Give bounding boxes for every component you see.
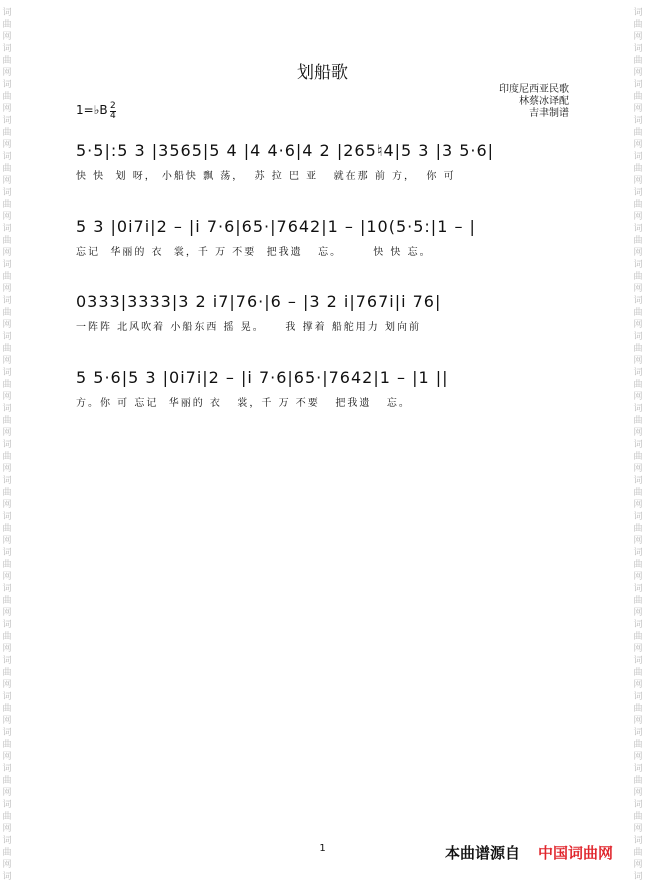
notes-line-4: 5 5·6|5 3 |0i7i|2 – |i 7·6|65·|7642|1 – |1 ||: [76, 368, 449, 387]
watermark-glyph: 网: [2, 428, 12, 438]
meter-top: 2: [110, 101, 116, 111]
watermark-glyph: 网: [2, 572, 12, 582]
watermark-glyph: 曲: [633, 56, 643, 66]
watermark-glyph: 曲: [633, 164, 643, 174]
watermark-glyph: 词: [633, 224, 643, 234]
credits-block: [499, 84, 569, 120]
watermark-glyph: 词: [2, 296, 12, 306]
watermark-glyph: 词: [2, 692, 12, 702]
watermark-glyph: 词: [2, 764, 12, 774]
watermark-glyph: 曲: [2, 20, 12, 30]
watermark-glyph: 词: [633, 8, 643, 18]
watermark-glyph: 网: [2, 284, 12, 294]
watermark-glyph: 词: [633, 440, 643, 450]
watermark-glyph: 网: [2, 752, 12, 762]
watermark-glyph: 网: [2, 104, 12, 114]
watermark-glyph: 曲: [633, 200, 643, 210]
right-watermark-strip: [631, 0, 645, 891]
watermark-glyph: 网: [633, 140, 643, 150]
watermark-glyph: 曲: [2, 596, 12, 606]
watermark-glyph: 词: [2, 512, 12, 522]
watermark-glyph: 网: [633, 680, 643, 690]
watermark-glyph: 曲: [2, 128, 12, 138]
watermark-glyph: 词: [633, 584, 643, 594]
watermark-glyph: 词: [633, 656, 643, 666]
watermark-glyph: 词: [2, 620, 12, 630]
watermark-glyph: 网: [633, 752, 643, 762]
watermark-glyph: 曲: [2, 812, 12, 822]
watermark-glyph: 网: [633, 608, 643, 618]
footer-source-label: 本曲谱源自: [444, 844, 520, 862]
watermark-glyph: 词: [2, 548, 12, 558]
watermark-glyph: 曲: [2, 344, 12, 354]
notes-line-1: 5·5|:5 3 |3565|5 4 |4 4·6|4 2 |265♮4|5 3 |3 5·6|: [76, 141, 495, 160]
watermark-glyph: 网: [2, 500, 12, 510]
watermark-glyph: 网: [2, 824, 12, 834]
watermark-glyph: 曲: [633, 128, 643, 138]
watermark-glyph: 曲: [2, 200, 12, 210]
watermark-glyph: 词: [2, 836, 12, 846]
watermark-glyph: 曲: [2, 740, 12, 750]
watermark-glyph: 网: [2, 248, 12, 258]
watermark-glyph: 网: [633, 716, 643, 726]
watermark-glyph: 词: [2, 80, 12, 90]
watermark-glyph: 网: [2, 140, 12, 150]
watermark-glyph: 曲: [2, 560, 12, 570]
watermark-glyph: 曲: [2, 776, 12, 786]
watermark-glyph: 词: [2, 728, 12, 738]
watermark-glyph: 曲: [633, 380, 643, 390]
watermark-glyph: 词: [2, 152, 12, 162]
watermark-glyph: 词: [2, 872, 12, 882]
watermark-glyph: 词: [633, 728, 643, 738]
watermark-glyph: 网: [633, 428, 643, 438]
watermark-glyph: 词: [633, 476, 643, 486]
watermark-glyph: 网: [2, 644, 12, 654]
watermark-glyph: 曲: [633, 416, 643, 426]
meter-bottom: 4: [110, 111, 116, 121]
watermark-glyph: 曲: [2, 164, 12, 174]
notes-line-2: 5 3 |0i7i|2 – |i 7·6|65·|7642|1 – |10(5·5:|1 – |: [76, 217, 476, 236]
watermark-glyph: 词: [2, 8, 12, 18]
watermark-glyph: 网: [633, 68, 643, 78]
watermark-glyph: 曲: [633, 308, 643, 318]
watermark-glyph: 词: [633, 764, 643, 774]
watermark-glyph: 网: [2, 608, 12, 618]
watermark-glyph: 曲: [633, 524, 643, 534]
watermark-glyph: 词: [2, 332, 12, 342]
watermark-glyph: 词: [633, 512, 643, 522]
watermark-glyph: 词: [2, 656, 12, 666]
watermark-glyph: 词: [633, 260, 643, 270]
watermark-glyph: 曲: [2, 848, 12, 858]
watermark-glyph: 词: [633, 836, 643, 846]
watermark-glyph: 网: [2, 356, 12, 366]
watermark-glyph: 曲: [2, 524, 12, 534]
watermark-glyph: 曲: [633, 848, 643, 858]
watermark-glyph: 网: [633, 248, 643, 258]
watermark-glyph: 曲: [633, 668, 643, 678]
watermark-glyph: 曲: [633, 488, 643, 498]
watermark-glyph: 网: [2, 464, 12, 474]
watermark-glyph: 曲: [2, 416, 12, 426]
watermark-glyph: 网: [2, 536, 12, 546]
watermark-glyph: 曲: [633, 632, 643, 642]
watermark-glyph: 词: [2, 404, 12, 414]
watermark-glyph: 词: [2, 224, 12, 234]
watermark-glyph: 曲: [633, 272, 643, 282]
footer-brand-link[interactable]: 中国词曲网: [537, 844, 613, 862]
watermark-glyph: 词: [2, 188, 12, 198]
credit-engraver: 吉聿制谱: [529, 108, 569, 119]
notes-line-3: 0333|3333|3 2 i7|76·|6 – |3 2 i|767i|i 76|: [76, 292, 442, 311]
watermark-glyph: 网: [633, 392, 643, 402]
watermark-glyph: 词: [633, 152, 643, 162]
watermark-glyph: 词: [633, 44, 643, 54]
watermark-glyph: 网: [633, 320, 643, 330]
watermark-glyph: 网: [2, 392, 12, 402]
watermark-glyph: 曲: [2, 308, 12, 318]
watermark-glyph: 曲: [2, 92, 12, 102]
watermark-glyph: 词: [633, 404, 643, 414]
watermark-glyph: 曲: [633, 236, 643, 246]
watermark-glyph: 曲: [2, 380, 12, 390]
lyrics-line-3: 一阵阵 北风吹着 小船东西 摇 晃。 我 撑着 船舵用力 划向前: [76, 322, 421, 333]
watermark-glyph: 曲: [2, 452, 12, 462]
watermark-glyph: 曲: [2, 272, 12, 282]
watermark-glyph: 词: [2, 476, 12, 486]
watermark-glyph: 词: [633, 80, 643, 90]
watermark-glyph: 网: [633, 32, 643, 42]
watermark-glyph: 词: [2, 44, 12, 54]
watermark-glyph: 网: [2, 176, 12, 186]
watermark-glyph: 曲: [2, 632, 12, 642]
watermark-glyph: 曲: [2, 668, 12, 678]
watermark-glyph: 网: [633, 788, 643, 798]
watermark-glyph: 网: [2, 716, 12, 726]
watermark-glyph: 曲: [2, 236, 12, 246]
watermark-glyph: 网: [633, 860, 643, 870]
watermark-glyph: 词: [633, 116, 643, 126]
watermark-glyph: 词: [633, 692, 643, 702]
watermark-glyph: 曲: [633, 704, 643, 714]
watermark-glyph: 词: [2, 116, 12, 126]
watermark-glyph: 网: [2, 860, 12, 870]
lyrics-line-2: 忘记 华丽的 衣 裳，千 万 不要 把我遗 忘。 快 快 忘。: [76, 247, 432, 258]
page-number: 1: [319, 843, 326, 854]
watermark-glyph: 曲: [633, 344, 643, 354]
watermark-glyph: 词: [633, 620, 643, 630]
left-watermark-strip: [0, 0, 14, 891]
lyrics-line-1: 快 快 划 呀， 小船快 飘 荡， 苏 拉 巴 亚 就在那 前 方， 你 可: [76, 171, 456, 182]
watermark-glyph: 词: [2, 368, 12, 378]
watermark-glyph: 网: [633, 212, 643, 222]
watermark-glyph: 曲: [633, 596, 643, 606]
watermark-glyph: 曲: [2, 56, 12, 66]
watermark-glyph: 网: [2, 680, 12, 690]
watermark-glyph: 词: [2, 440, 12, 450]
watermark-glyph: 词: [2, 800, 12, 810]
watermark-glyph: 曲: [633, 560, 643, 570]
key-signature: 1=♭B: [76, 103, 108, 117]
watermark-glyph: 词: [633, 296, 643, 306]
lyrics-line-4: 方。你 可 忘记 华丽的 衣 裳，千 万 不要 把我遗 忘。: [76, 398, 411, 409]
watermark-glyph: 词: [633, 368, 643, 378]
watermark-glyph: 曲: [2, 488, 12, 498]
watermark-glyph: 曲: [633, 452, 643, 462]
watermark-glyph: 词: [633, 872, 643, 882]
credit-origin: 印度尼西亚民歌: [499, 84, 569, 95]
watermark-glyph: 网: [633, 572, 643, 582]
watermark-glyph: 词: [633, 332, 643, 342]
watermark-glyph: 网: [633, 284, 643, 294]
watermark-glyph: 网: [2, 212, 12, 222]
watermark-glyph: 曲: [633, 92, 643, 102]
watermark-glyph: 曲: [633, 740, 643, 750]
watermark-glyph: 网: [2, 68, 12, 78]
watermark-glyph: 词: [2, 260, 12, 270]
watermark-glyph: 词: [633, 548, 643, 558]
watermark-glyph: 网: [633, 176, 643, 186]
time-signature: [110, 102, 116, 121]
watermark-glyph: 网: [633, 824, 643, 834]
watermark-glyph: 网: [633, 464, 643, 474]
footer-source: [445, 842, 613, 863]
watermark-glyph: 曲: [633, 776, 643, 786]
watermark-glyph: 词: [2, 584, 12, 594]
watermark-glyph: 网: [633, 644, 643, 654]
watermark-glyph: 网: [633, 356, 643, 366]
watermark-glyph: 网: [2, 32, 12, 42]
watermark-glyph: 词: [633, 800, 643, 810]
watermark-glyph: 网: [2, 788, 12, 798]
watermark-glyph: 曲: [633, 20, 643, 30]
watermark-glyph: 曲: [2, 704, 12, 714]
watermark-glyph: 网: [633, 500, 643, 510]
watermark-glyph: 网: [633, 104, 643, 114]
watermark-glyph: 网: [633, 536, 643, 546]
watermark-glyph: 网: [2, 320, 12, 330]
watermark-glyph: 词: [633, 188, 643, 198]
credit-translator: 林蔡冰译配: [519, 96, 569, 107]
watermark-glyph: 曲: [633, 812, 643, 822]
song-title: 划船歌: [297, 63, 348, 83]
